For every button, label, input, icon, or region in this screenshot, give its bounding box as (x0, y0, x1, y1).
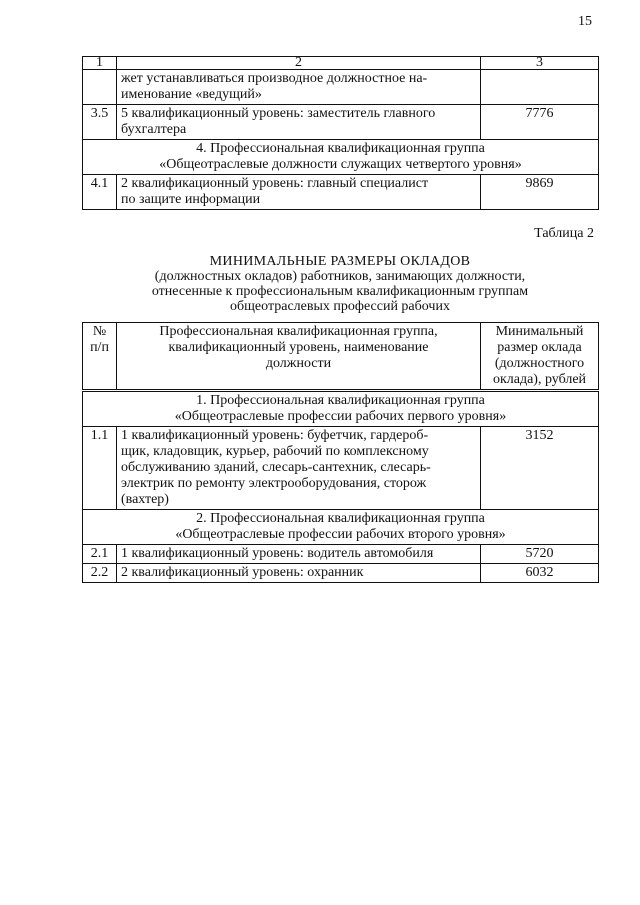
row-num: 2.2 (83, 564, 117, 583)
table-row (83, 427, 599, 510)
row-value: 7776 (481, 105, 599, 140)
group-row (83, 391, 599, 427)
row-text: 2 квалификационный уровень: главный специалист по защите информации (117, 175, 481, 210)
table-2 (82, 322, 599, 583)
header-cell-2: 2 (117, 57, 481, 70)
group-heading: 1. Профессиональная квалификационная группа «Общеотраслевые профессии рабочих первого уровня» (83, 391, 599, 427)
table-caption: Таблица 2 (534, 226, 594, 241)
row-value: 3152 (481, 427, 599, 510)
row-text: жет устанавливаться производное должностное на- именование «ведущий» (117, 70, 481, 105)
row-num: 1.1 (83, 427, 117, 510)
group-heading: 4. Профессиональная квалификационная группа «Общеотраслевые должности служащих четвертого уровня» (83, 140, 599, 175)
row-value: 9869 (481, 175, 599, 210)
group-heading: 2. Профессиональная квалификационная группа «Общеотраслевые профессии рабочих второго уровня» (83, 510, 599, 545)
group-row (83, 140, 599, 175)
header-cell-1: 1 (83, 57, 117, 70)
row-num: 2.1 (83, 545, 117, 564)
row-value: 5720 (481, 545, 599, 564)
row-num: 3.5 (83, 105, 117, 140)
header-group: Профессиональная квалификационная группа, квалификационный уровень, наименование должности (117, 323, 481, 391)
table-row (83, 564, 599, 583)
row-text: 1 квалификационный уровень: водитель автомобиля (117, 545, 481, 564)
table-1 (82, 56, 599, 210)
title-line-2: (должностных окладов) работников, занимающих должности, (154, 269, 526, 284)
row-num (83, 70, 117, 105)
row-text: 1 квалификационный уровень: буфетчик, гардероб- щик, кладовщик, курьер, рабочий по комплексному обслуживанию зданий, слесарь-сантехник, слесарь- электрик по ремонту электрооборудования, сторож (вахтер) (117, 427, 481, 510)
row-text: 2 квалификационный уровень: охранник (117, 564, 481, 583)
page-number: 15 (578, 14, 592, 29)
title-line-4: общеотраслевых профессий рабочих (230, 299, 450, 314)
table-row (83, 70, 599, 105)
header-num: № п/п (83, 323, 117, 391)
header-salary: Минимальный размер оклада (должностного оклада), рублей (481, 323, 599, 391)
row-num: 4.1 (83, 175, 117, 210)
header-cell-3: 3 (481, 57, 599, 70)
table-2-header (83, 323, 599, 391)
title-line-3: отнесенные к профессиональным квалификационным группам (151, 284, 529, 299)
row-text: 5 квалификационный уровень: заместитель главного бухгалтера (117, 105, 481, 140)
table-title (82, 254, 598, 314)
table-row (83, 105, 599, 140)
table-row (83, 545, 599, 564)
table-1-header (83, 57, 599, 70)
group-row (83, 510, 599, 545)
row-value (481, 70, 599, 105)
table-row (83, 175, 599, 210)
row-value: 6032 (481, 564, 599, 583)
title-main: МИНИМАЛЬНЫЕ РАЗМЕРЫ ОКЛАДОВ (209, 254, 471, 269)
